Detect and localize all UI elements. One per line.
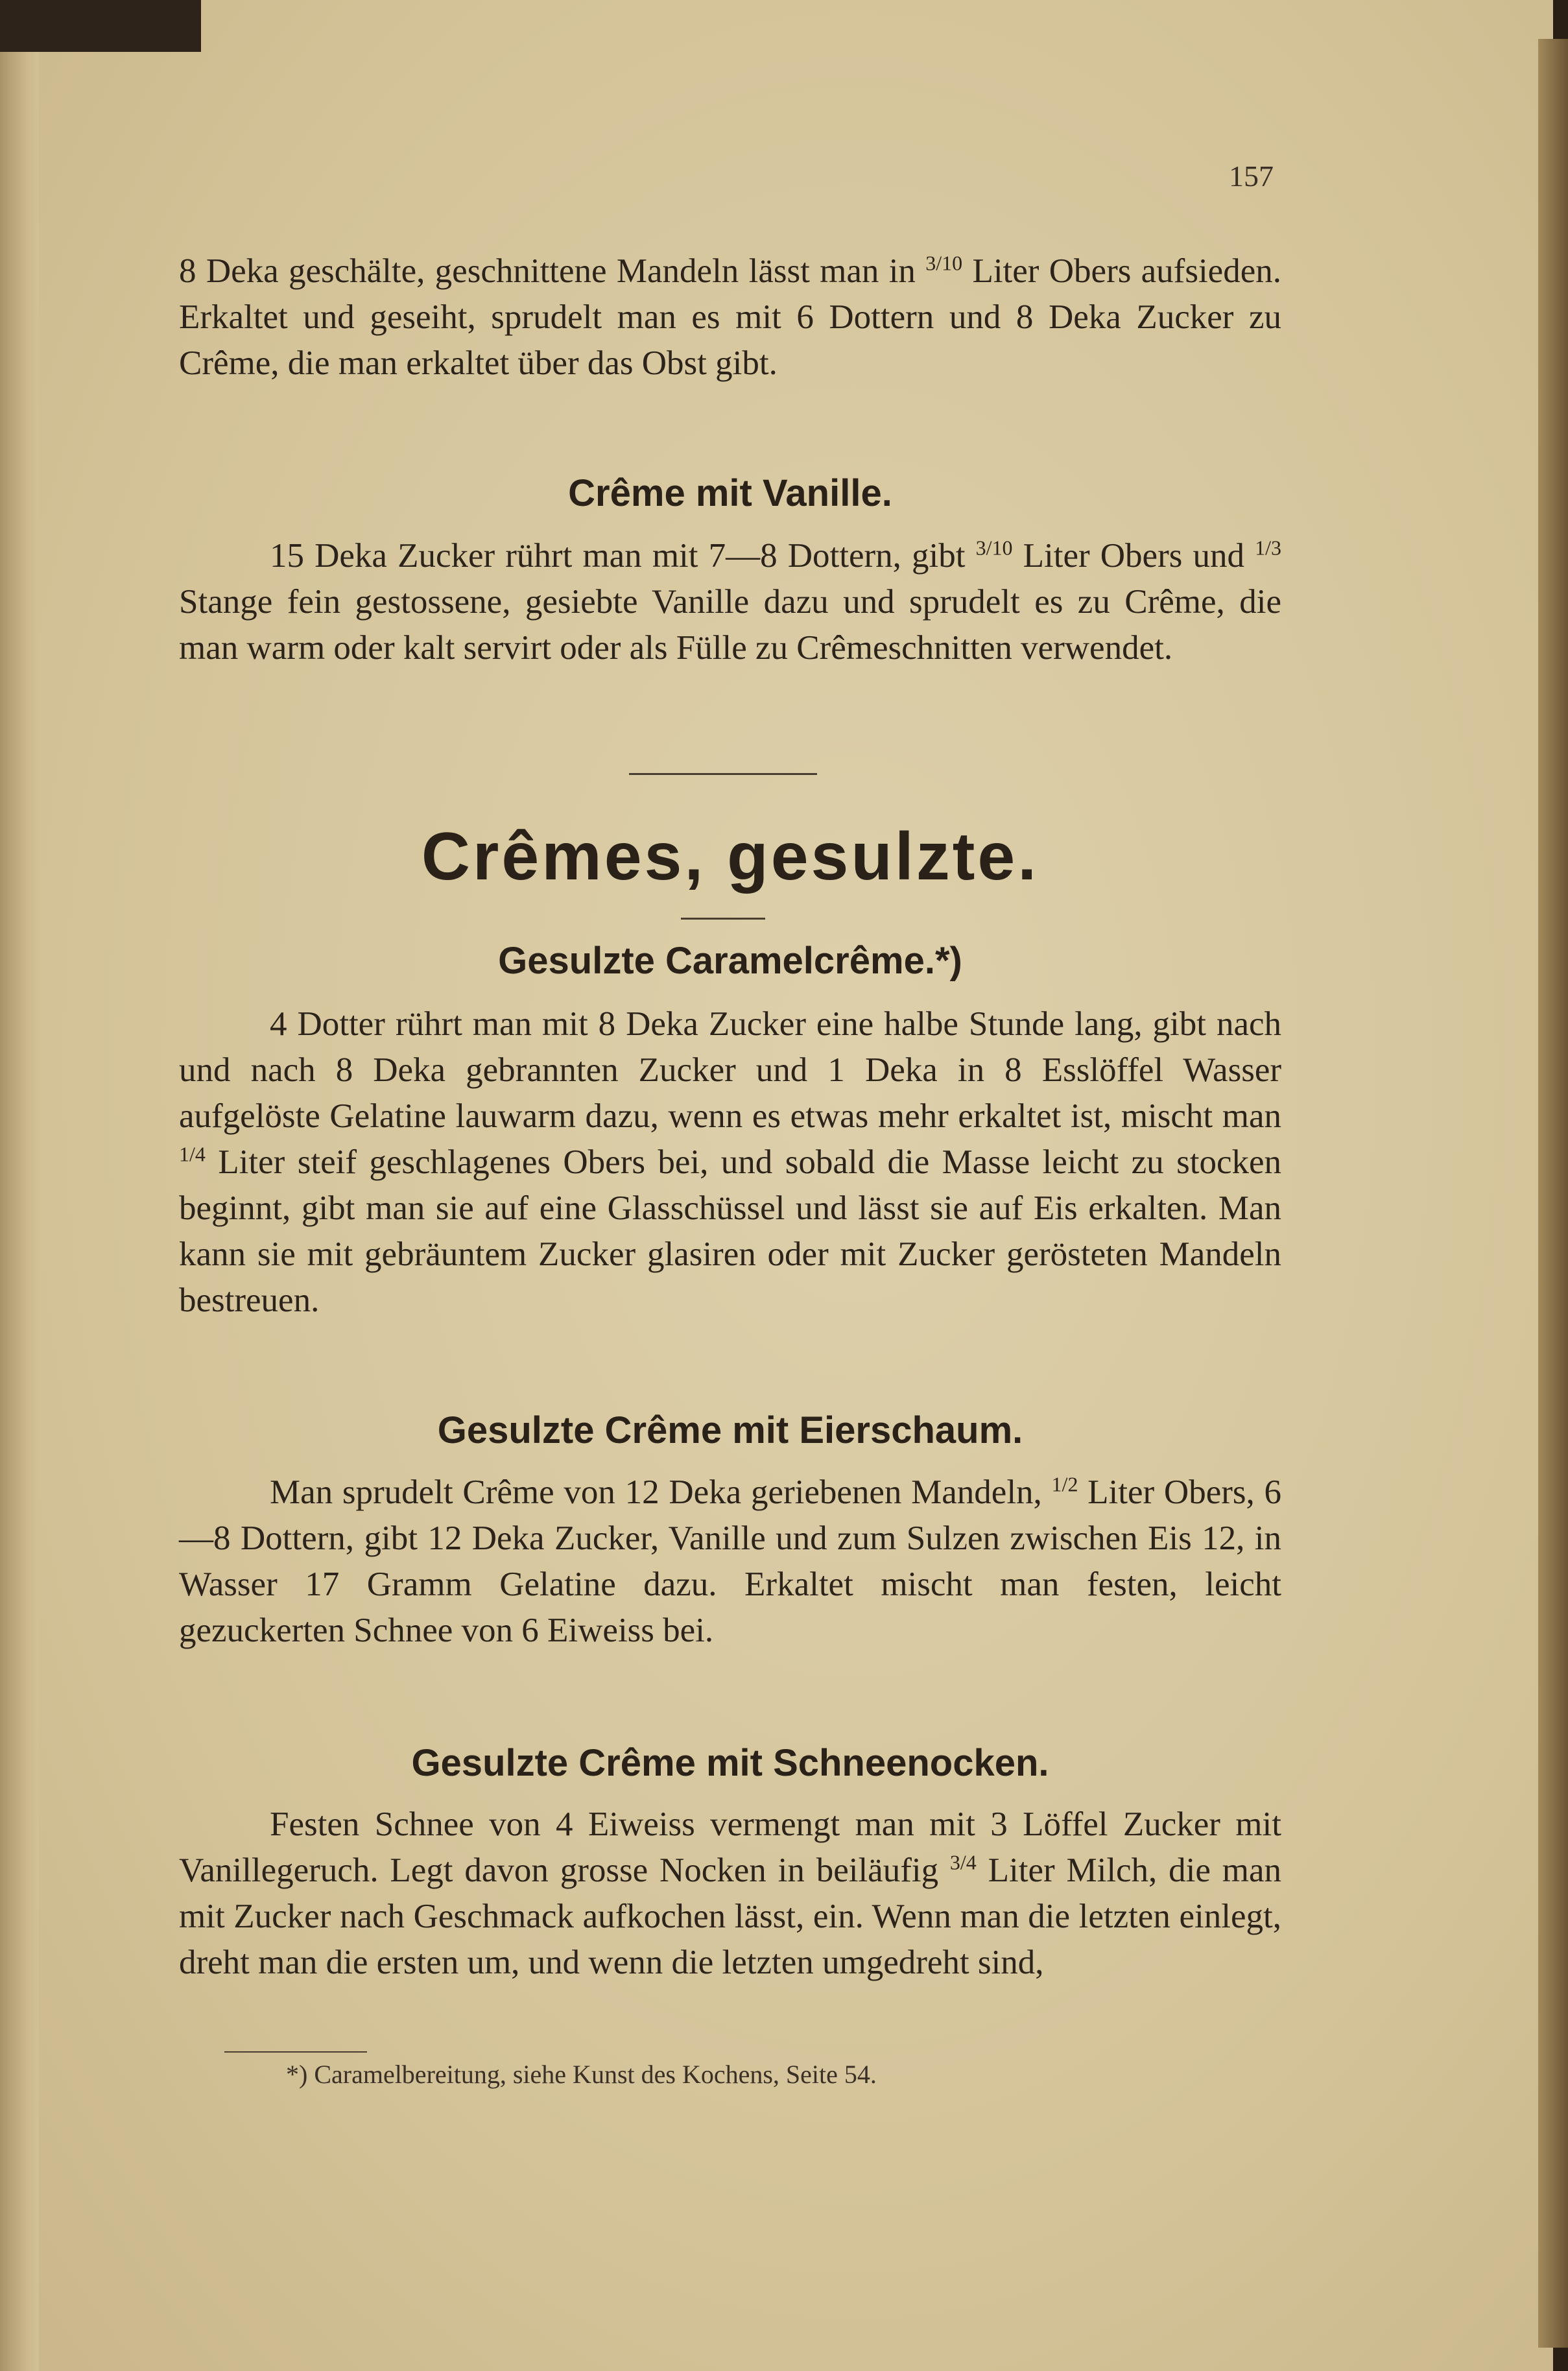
heading-caramelcreme: Gesulzte Caramelcrême.*) <box>498 940 962 982</box>
fraction: 1/3 <box>1255 536 1281 560</box>
heading-schneenocken: Gesulzte Crême mit Schneenocken. <box>411 1742 1049 1784</box>
fraction: 3/10 <box>975 536 1013 560</box>
paragraph-vanille: 15 Deka Zucker rührt man mit 7—8 Dottern, gibt $^{3/10}$ Liter Obers und $^{1/3}$ Stange fein gestossene, gesiebte Vanille dazu und sprudelt es zu Crême, die man warm oder kalt servirt oder als Fülle zu Crêmeschnitten verwendet. <box>179 536 1281 667</box>
paragraph-caramel: 4 Dotter rührt man mit 8 Deka Zucker eine halbe Stunde lang, gibt nach und nach 8 Deka gebrannten Zucker und 1 Deka in 8 Esslöffel Wasser aufgelöste Gelatine lauwarm dazu, wenn es etwas mehr erkaltet ist, mischt man $^{1/4}$ Liter steif geschlagenes Obers bei, und sobald die Masse leicht zu stocken beginnt, gibt man sie auf eine Glasschüssel und lässt sie auf Eis erkalten. Man kann sie mit gebräuntem Zucker glasiren oder mit Zucker gerösteten Mandeln bestreuen. <box>179 1005 1281 1319</box>
fraction: 1/2 <box>1051 1472 1078 1496</box>
footnote-rule <box>224 2051 367 2053</box>
fraction: 1/4 <box>179 1142 206 1166</box>
paragraph-schneenocken: Festen Schnee von 4 Eiweiss vermengt man mit 3 Löffel Zucker mit Vanillegeruch. Legt davon grosse Nocken in beiläufig $^{3/4}$ Liter Milch, die man mit Zucker nach Geschmack aufkochen lässt, ein. Wenn man die letzten einlegt, dreht man die ersten um, und wenn die letzten umgedreht sind, <box>179 1805 1281 1981</box>
section-divider <box>629 773 817 775</box>
book-spine <box>0 0 39 2371</box>
heading-creme-vanille: Crême mit Vanille. <box>568 472 892 514</box>
fraction: 3/4 <box>949 1850 977 1874</box>
paragraph-mandeln: 8 Deka geschälte, geschnittene Mandeln lässt man in $^{3/10}$ Liter Obers aufsieden. Erkaltet und geseiht, sprudelt man es mit 6 Dottern und 8 Deka Zucker zu Crême, die man erkaltet über das Obst gibt. <box>179 251 1281 382</box>
page-number: 157 <box>1229 160 1274 193</box>
heading-eierschaum: Gesulzte Crême mit Eierschaum. <box>437 1409 1023 1451</box>
fraction: 3/10 <box>925 251 963 275</box>
footnote: *) Caramelbereitung, siehe Kunst des Kochens, Seite 54. <box>286 2060 877 2089</box>
title-underline <box>681 918 765 920</box>
paragraph-eierschaum: Man sprudelt Crême von 12 Deka geriebenen Mandeln, $^{1/2}$ Liter Obers, 6—8 Dottern, gibt 12 Deka Zucker, Vanille und zum Sulzen zwischen Eis 12, in Wasser 17 Gramm Gelatine dazu. Erkaltet mischt man festen, leicht gezuckerten Schnee von 6 Eiweiss bei. <box>179 1472 1281 1649</box>
chapter-title: Crêmes, gesulzte. <box>421 819 1039 894</box>
page-edge <box>1538 39 1568 2348</box>
dark-corner <box>0 0 201 52</box>
